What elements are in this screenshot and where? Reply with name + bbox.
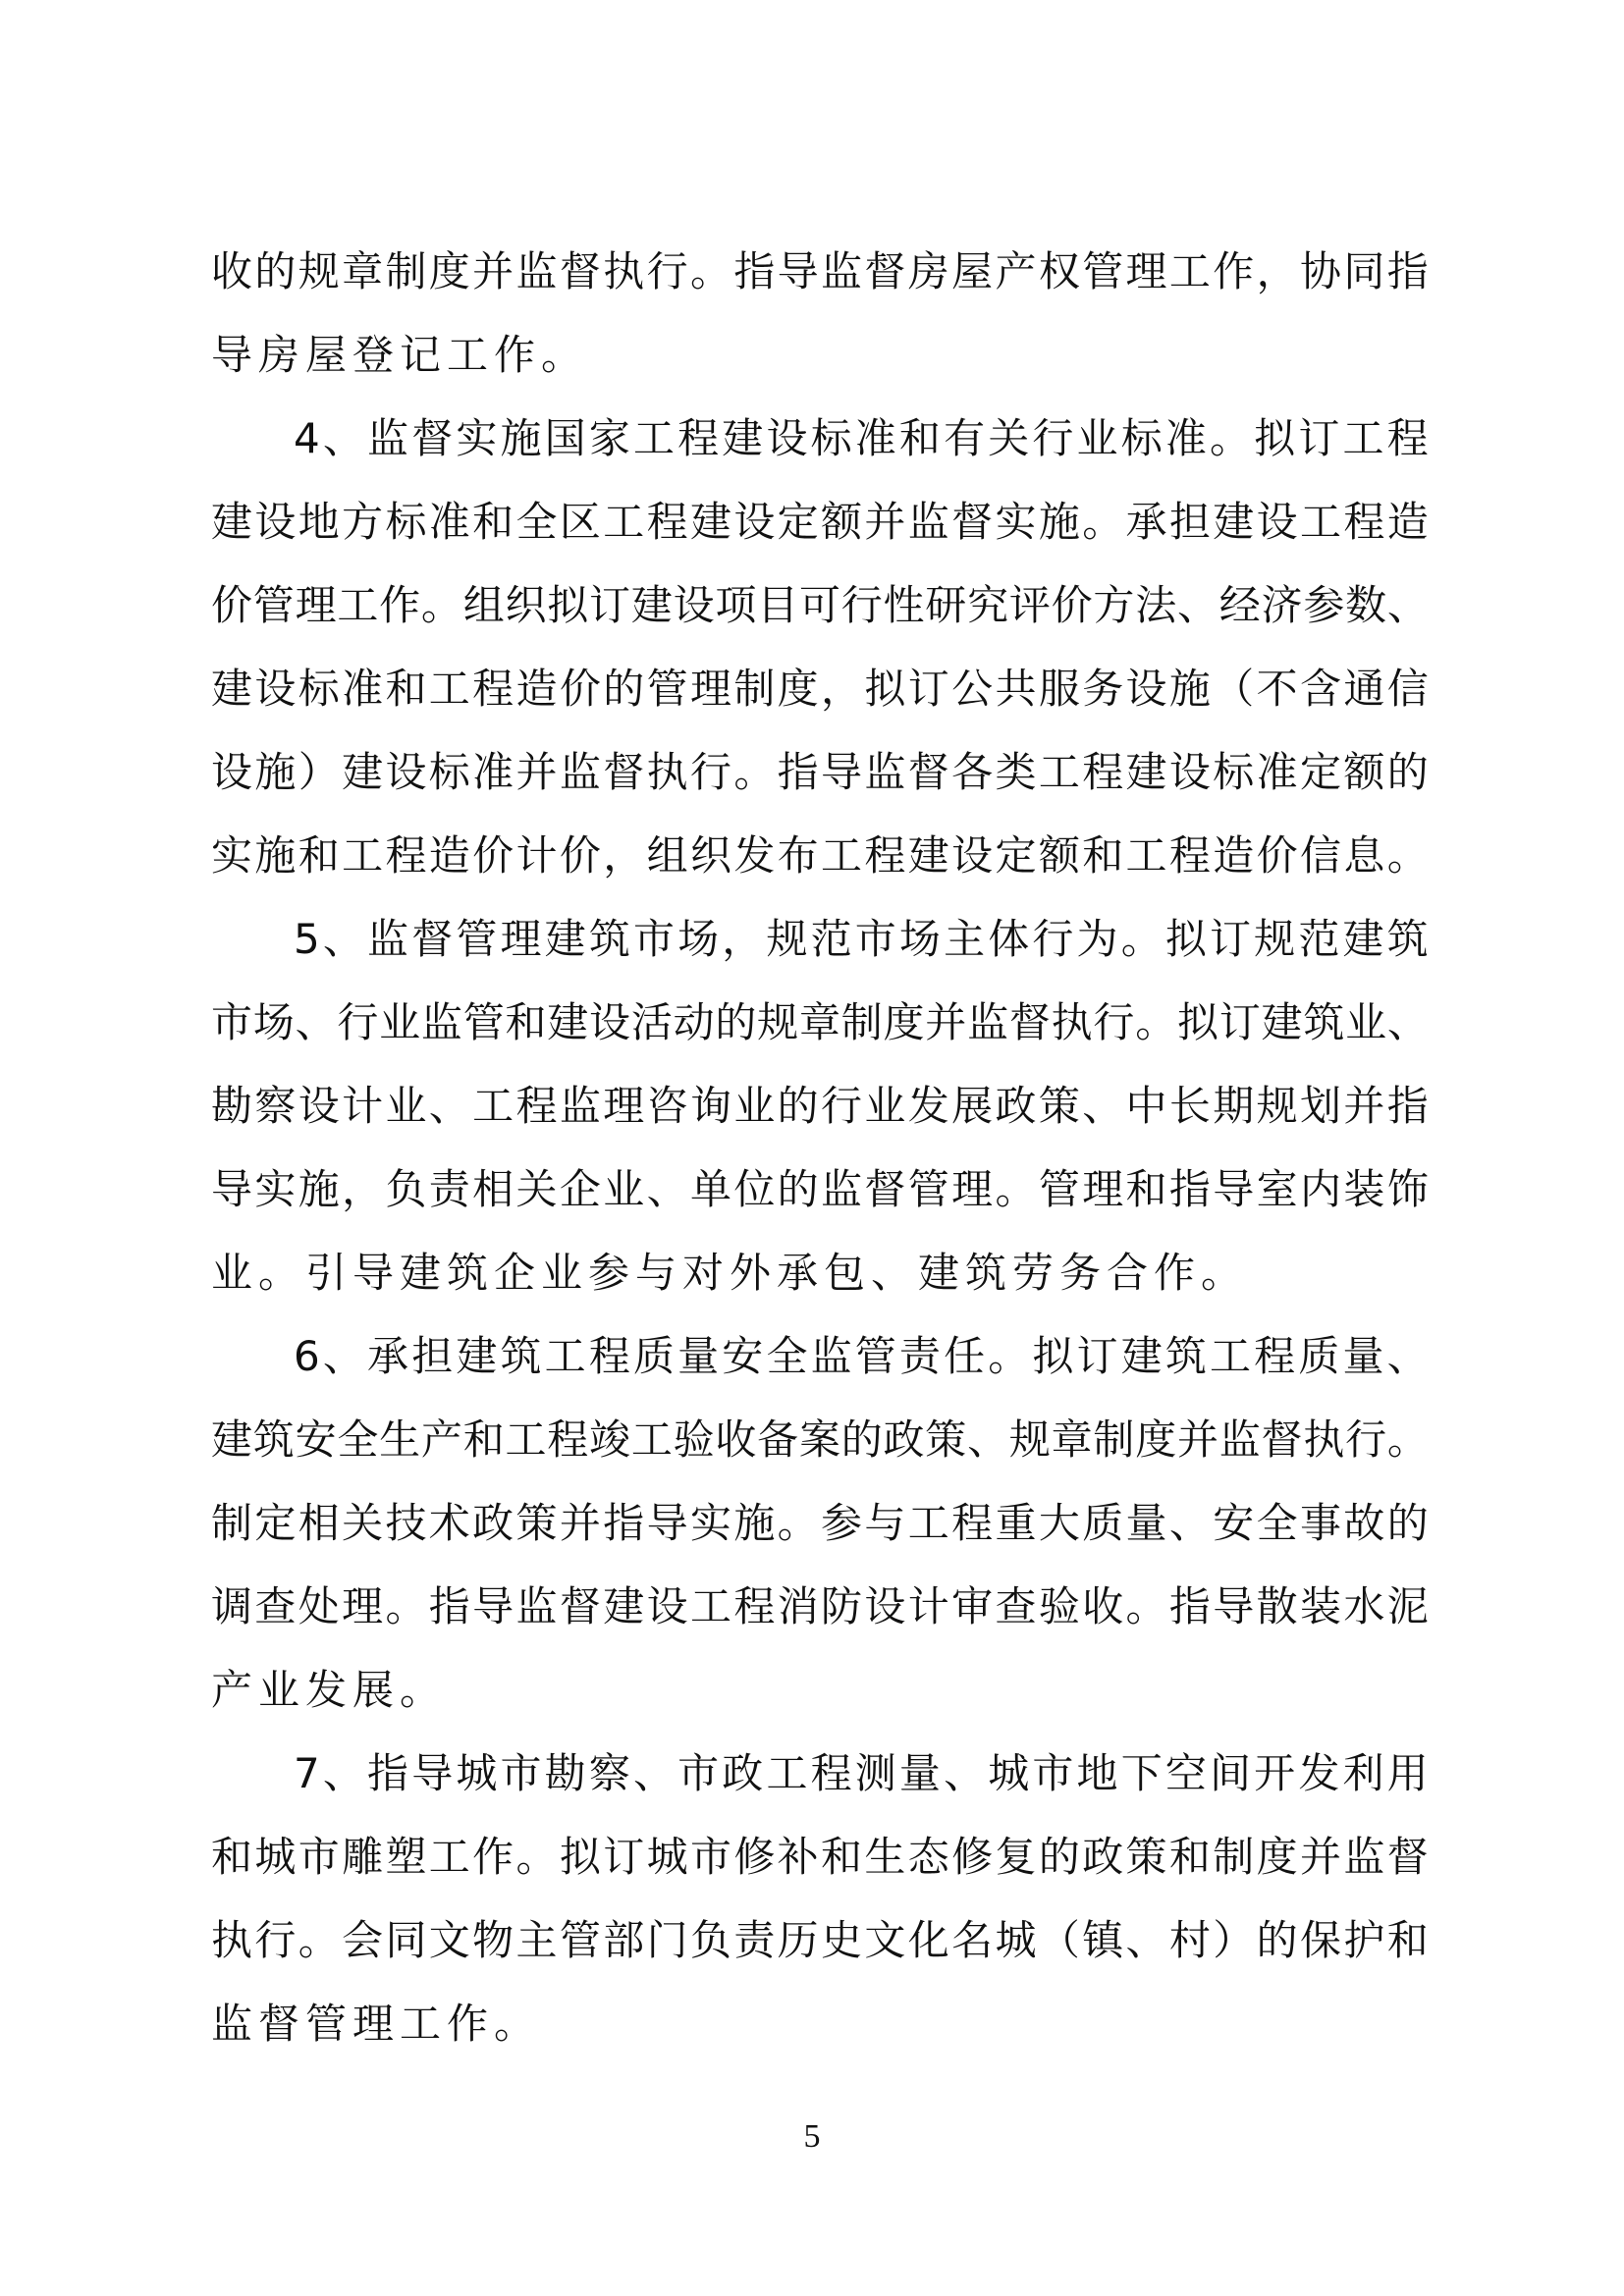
text-line: 7 、 指 导 城 市 勘 察 、 市 政 工 程 测 量 、 城 市 地 下 空 间 开 发 利 用	[294, 1749, 1429, 1797]
text-line: 建 设 标 准 和 工 程 造 价 的 管 理 制 度 ， 拟 订 公 共 服 务 设 施 （ 不 含 通 信	[211, 665, 1429, 713]
text-line: 调 查 处 理 。 指 导 监 督 建 设 工 程 消 防 设 计 审 查 验 收 。 指 导 散 装 水 泥	[211, 1582, 1429, 1630]
text-line: 收 的 规 章 制 度 并 监 督 执 行 。 指 导 监 督 房 屋 产 权 管 理 工 作 ， 协 同 指	[211, 247, 1429, 295]
text-line: 产业发展。	[211, 1666, 448, 1714]
text-line: 6 、 承 担 建 筑 工 程 质 量 安 全 监 管 责 任 。 拟 订 建 筑 工 程 质 量 、	[294, 1332, 1429, 1380]
text-line: 监督管理工作。	[211, 2000, 542, 2048]
text-line: 执 行 。 会 同 文 物 主 管 部 门 负 责 历 史 文 化 名 城 （ 镇 、 村 ） 的 保 护 和	[211, 1916, 1429, 1964]
text-line: 设 施 ） 建 设 标 准 并 监 督 执 行 。 指 导 监 督 各 类 工 程 建 设 标 准 定 额 的	[211, 748, 1429, 796]
text-line: 实 施 和 工 程 造 价 计 价 ， 组 织 发 布 工 程 建 设 定 额 和 工 程 造 价 信 息 。	[211, 831, 1429, 880]
body-text	[211, 230, 1429, 2065]
text-line: 导 实 施 ， 负 责 相 关 企 业 、 单 位 的 监 督 管 理 。 管 理 和 指 导 室 内 装 饰	[211, 1165, 1429, 1213]
text-line: 价 管 理 工 作 。 组 织 拟 订 建 设 项 目 可 行 性 研 究 评 价 方 法 、 经 济 参 数 、	[211, 581, 1429, 629]
text-line: 制 定 相 关 技 术 政 策 并 指 导 实 施 。 参 与 工 程 重 大 质 量 、 安 全 事 故 的	[211, 1499, 1429, 1547]
page-number: 5	[803, 2118, 821, 2155]
text-line: 勘 察 设 计 业 、 工 程 监 理 咨 询 业 的 行 业 发 展 政 策 、 中 长 期 规 划 并 指	[211, 1082, 1429, 1130]
text-line: 和 城 市 雕 塑 工 作 。 拟 订 城 市 修 补 和 生 态 修 复 的 政 策 和 制 度 并 监 督	[211, 1833, 1429, 1881]
text-line: 5 、 监 督 管 理 建 筑 市 场 ， 规 范 市 场 主 体 行 为 。 拟 订 规 范 建 筑	[294, 915, 1429, 963]
text-line: 建 设 地 方 标 准 和 全 区 工 程 建 设 定 额 并 监 督 实 施 。 承 担 建 设 工 程 造	[211, 498, 1429, 546]
text-line: 业。引导建筑企业参与对外承包、建筑劳务合作。	[211, 1249, 1249, 1297]
text-line: 市 场 、 行 业 监 管 和 建 设 活 动 的 规 章 制 度 并 监 督 执 行 。 拟 订 建 筑 业 、	[211, 998, 1429, 1046]
text-line: 导房屋登记工作。	[211, 331, 589, 379]
text-line: 4 、 监 督 实 施 国 家 工 程 建 设 标 准 和 有 关 行 业 标 准 。 拟 订 工 程	[294, 414, 1429, 462]
text-line: 建 筑 安 全 生 产 和 工 程 竣 工 验 收 备 案 的 政 策 、 规 章 制 度 并 监 督 执 行 。	[211, 1415, 1429, 1464]
